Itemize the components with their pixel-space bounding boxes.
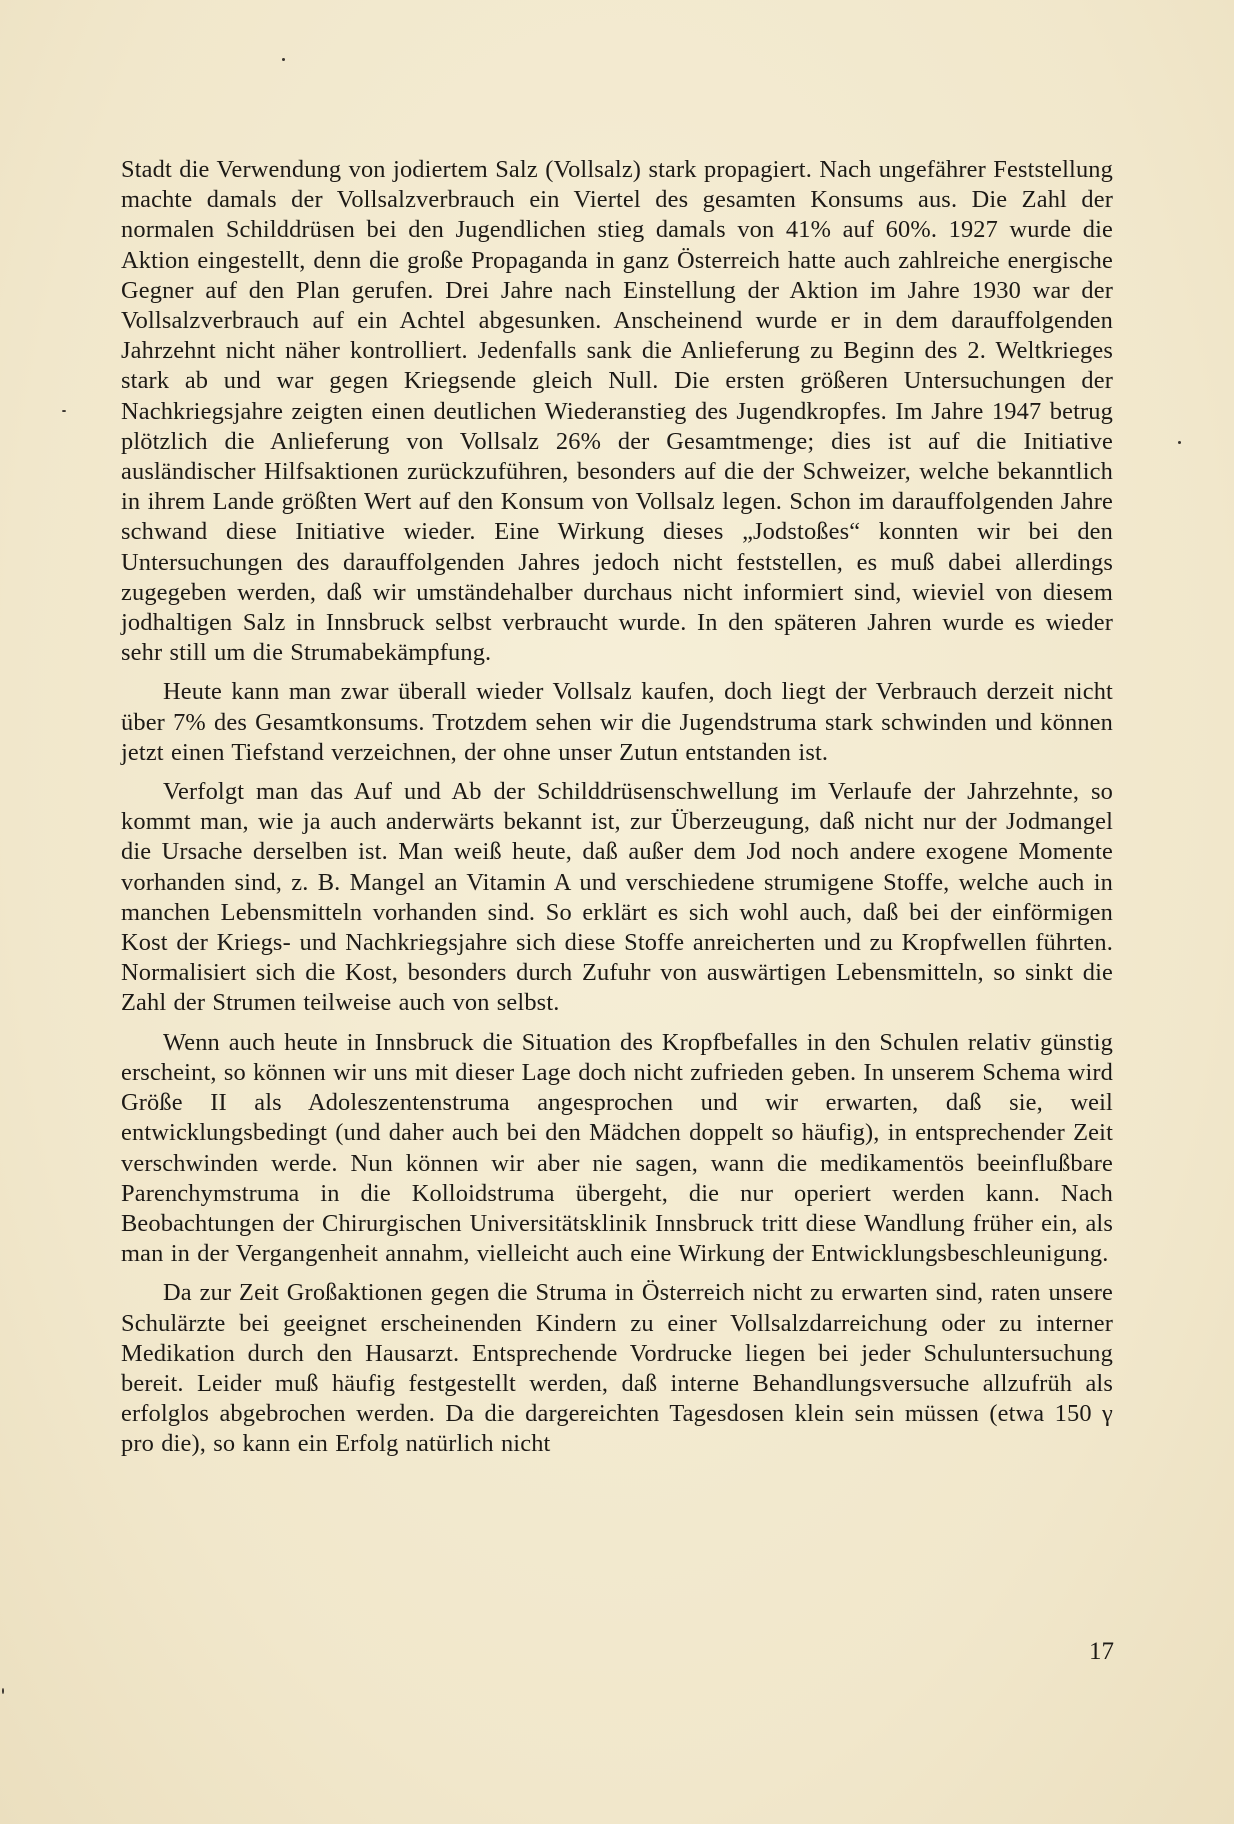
body-text [121, 155, 1113, 1460]
paragraph-2: Heute kann man zwar überall wieder Vollsalz kaufen, doch liegt der Verbrauch derzeit nicht über 7% des Gesamtkonsums. Trotzdem sehen wir die Jugendstruma stark schwinden und können jetzt einen Tiefstand verzeichnen, der ohne unser Zutun entstanden ist. [121, 678, 1113, 766]
page-number: 17 [1089, 1638, 1114, 1665]
paper-speck [2, 1688, 4, 1694]
paper-speck [62, 410, 66, 412]
paragraph-4: Wenn auch heute in Innsbruck die Situation des Kropfbefalles in den Schulen relativ günstig erscheint, so können wir uns mit dieser Lage doch nicht zufrieden geben. In unserem Schema wird Größe II als Adoleszentenstruma angesprochen und wir erwarten, daß sie, weil entwicklungsbedingt (und daher auch bei den Mädchen doppelt so häufig), in entsprechender Zeit verschwinden werde. Nun können wir aber nie sagen, wann die medikamentös beeinflußbare Parenchymstruma in die Kolloidstruma übergeht, die nur operiert werden kann. Nach Beobachtungen der Chirurgischen Universitätsklinik Innsbruck tritt diese Wandlung früher ein, als man in der Vergangenheit annahm, vielleicht auch eine Wirkung der Entwicklungsbeschleunigung. [121, 1028, 1113, 1268]
paragraph-1: Stadt die Verwendung von jodiertem Salz (Vollsalz) stark propagiert. Nach ungefährer Feststellung machte damals der Vollsalzverbrauch ein Viertel des gesamten Konsums aus. Die Zahl der normalen Schilddrüsen bei den Jugendlichen stieg damals von 41% auf 60%. 1927 wurde die Aktion eingestellt, denn die große Propaganda in ganz Österreich hatte auch zahlreiche energische Gegner auf den Plan gerufen. Drei Jahre nach Einstellung der Aktion im Jahre 1930 war der Vollsalzverbrauch auf ein Achtel abgesunken. Anscheinend wurde er in dem darauffolgenden Jahrzehnt nicht näher kontrolliert. Jedenfalls sank die Anlieferung zu Beginn des 2. Weltkrieges stark ab und war gegen Kriegsende gleich Null. Die ersten größeren Untersuchungen der Nachkriegsjahre zeigten einen deutlichen Wiederanstieg des Jugendkropfes. Im Jahre 1947 betrug plötzlich die Anlieferung von Vollsalz 26% der Gesamtmenge; dies ist auf die Initiative ausländischer Hilfsaktionen zurückzuführen, besonders auf die der Schweizer, welche bekanntlich in ihrem Lande größten Wert auf den Konsum von Vollsalz legen. Schon im darauffolgenden Jahre schwand diese Initiative wieder. Eine Wirkung dieses „Jodstoßes“ konnten wir bei den Untersuchungen des darauffolgenden Jahres jedoch nicht feststellen, es muß dabei allerdings zugegeben werden, daß wir umständehalber durchaus nicht informiert sind, wieviel von diesem jodhaltigen Salz in Innsbruck selbst verbraucht wurde. In den späteren Jahren wurde es wieder sehr still um die Strumabekämpfung. [121, 156, 1113, 667]
paragraph-3: Verfolgt man das Auf und Ab der Schilddrüsenschwellung im Verlaufe der Jahrzehnte, so kommt man, wie ja auch anderwärts bekannt ist, zur Überzeugung, daß nicht nur der Jodmangel die Ursache derselben ist. Man weiß heute, daß außer dem Jod noch andere exogene Momente vorhanden sind, z. B. Mangel an Vitamin A und verschiedene strumigene Stoffe, welche auch in manchen Lebensmitteln vorhanden sind. So erklärt es sich wohl auch, daß bei der einförmigen Kost der Kriegs- und Nachkriegsjahre sich diese Stoffe anreicherten und zu Kropfwellen führten. Normalisiert sich die Kost, besonders durch Zufuhr von auswärtigen Lebensmitteln, so sinkt die Zahl der Strumen teilweise auch von selbst. [121, 778, 1113, 1017]
paper-speck [282, 58, 285, 61]
paragraph-5: Da zur Zeit Großaktionen gegen die Struma in Österreich nicht zu erwarten sind, raten unsere Schulärzte bei geeignet erscheinenden Kindern zu einer Vollsalzdarreichung oder zu interner Medikation durch den Hausarzt. Entsprechende Vordrucke liegen bei jeder Schuluntersuchung bereit. Leider muß häufig festgestellt werden, daß interne Behandlungsversuche allzufrüh als erfolglos abgebrochen werden. Da die dargereichten Tagesdosen klein sein müssen (etwa 150 γ pro die), so kann ein Erfolg natürlich nicht [121, 1279, 1113, 1458]
paper-speck [1178, 441, 1181, 444]
